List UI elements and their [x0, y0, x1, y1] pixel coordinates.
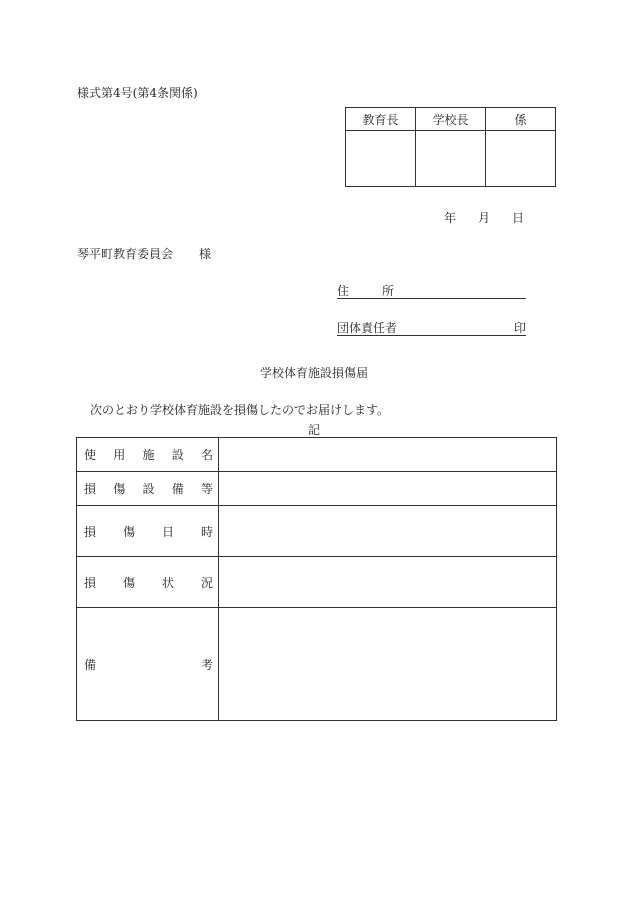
row-value-field[interactable] — [219, 472, 557, 506]
row-label-char: 時 — [200, 524, 213, 539]
row-label-char: 損 — [84, 482, 97, 496]
row-label-char: 備 — [84, 657, 97, 672]
date-month[interactable]: 月 — [478, 211, 491, 225]
details-table — [76, 437, 557, 721]
row-label-char: 日 — [161, 524, 174, 539]
intro-text: 次のとおり学校体育施設を損傷したのでお届けします。 — [90, 403, 390, 417]
row-label-char: 傷 — [122, 575, 135, 590]
row-value-field[interactable] — [219, 557, 557, 608]
row-label — [77, 472, 219, 506]
row-label-char: 状 — [161, 575, 174, 590]
representative-label: 団体責任者 — [337, 321, 398, 335]
approval-stamp-staff[interactable] — [486, 131, 556, 187]
approval-stamp-box — [345, 107, 556, 187]
row-label — [77, 506, 219, 557]
approval-header-principal: 学校長 — [416, 108, 486, 131]
approval-stamp-principal[interactable] — [416, 131, 486, 187]
row-value-field[interactable] — [219, 608, 557, 721]
document-title: 学校体育施設損傷届 — [260, 366, 369, 380]
address-field[interactable] — [337, 282, 526, 299]
row-label-char: 施 — [142, 448, 155, 462]
row-label-char: 備 — [171, 482, 184, 496]
address-label-2: 所 — [382, 284, 395, 298]
table-row — [77, 557, 557, 608]
row-label-text — [77, 574, 218, 591]
row-label — [77, 438, 219, 472]
row-label-char: 設 — [171, 448, 184, 462]
table-row — [77, 608, 557, 721]
form-number: 様式第4号(第4条関係) — [77, 86, 198, 100]
row-label-char: 等 — [200, 482, 213, 496]
date-year[interactable]: 年 — [444, 211, 457, 225]
row-label-char: 況 — [200, 575, 213, 590]
row-label-text — [77, 656, 218, 673]
row-label-char: 考 — [200, 657, 213, 672]
row-label — [77, 608, 219, 721]
address-label-1: 住 — [337, 284, 350, 298]
row-label-text — [77, 446, 218, 463]
addressee-name: 琴平町教育委員会 — [77, 247, 174, 261]
row-value-field[interactable] — [219, 506, 557, 557]
row-label-text — [77, 523, 218, 540]
table-row — [77, 438, 557, 472]
seal-mark: 印 — [513, 321, 526, 335]
row-label-text — [77, 480, 218, 497]
approval-stamp-superintendent[interactable] — [346, 131, 416, 187]
row-label-char: 設 — [142, 482, 155, 496]
row-label-char: 損 — [84, 575, 97, 590]
table-row — [77, 472, 557, 506]
row-label-char: 損 — [84, 524, 97, 539]
representative-field[interactable] — [337, 319, 526, 336]
date-line — [444, 209, 524, 226]
addressee — [77, 245, 211, 262]
row-value-field[interactable] — [219, 438, 557, 472]
approval-header-superintendent: 教育長 — [346, 108, 416, 131]
addressee-honorific: 様 — [199, 247, 212, 261]
record-mark: 記 — [308, 423, 321, 437]
row-label-char: 使 — [84, 448, 97, 462]
row-label-char: 傷 — [113, 482, 126, 496]
table-row — [77, 506, 557, 557]
date-day[interactable]: 日 — [512, 211, 525, 225]
row-label-char: 傷 — [122, 524, 135, 539]
row-label — [77, 557, 219, 608]
approval-header-staff: 係 — [486, 108, 556, 131]
row-label-char: 用 — [113, 448, 126, 462]
row-label-char: 名 — [200, 448, 213, 462]
